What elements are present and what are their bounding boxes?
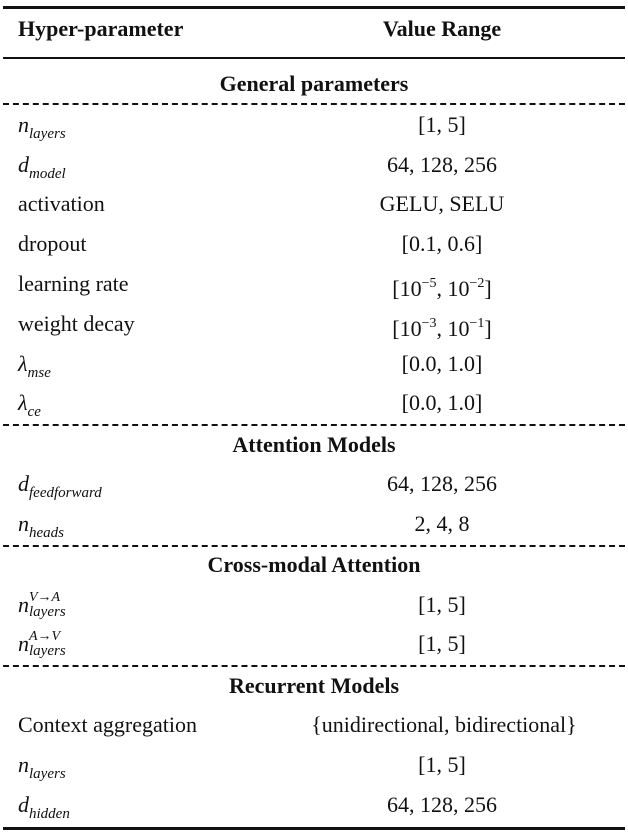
value-base: 10 (447, 316, 470, 341)
param-superscript: A→V (29, 628, 61, 644)
value-cell: [1, 5] (418, 592, 466, 617)
value-cell: GELU, SELU (379, 191, 505, 216)
header-row (0, 9, 628, 49)
param-cell (18, 745, 66, 785)
table-row (0, 785, 628, 825)
value-cell: [1, 5] (418, 112, 466, 137)
table-row (0, 105, 628, 145)
param-cell: activation (18, 191, 105, 216)
value-cell: {unidirectional, bidirectional} (311, 712, 577, 737)
param-cell (18, 785, 70, 825)
table-row (0, 624, 628, 664)
value-base: 10 (399, 276, 422, 301)
table-row (0, 145, 628, 185)
table-row (0, 745, 628, 785)
param-subscript: layers (29, 642, 66, 659)
param-symbol: n (18, 592, 29, 617)
param-subscript: layers (29, 603, 66, 620)
table-row (0, 304, 628, 344)
header-hyper-parameter: Hyper-parameter (18, 16, 184, 41)
section-title-general: General parameters (219, 71, 409, 96)
value-cell: [0.0, 1.0] (401, 351, 483, 376)
table-row (0, 464, 628, 504)
header-value-range: Value Range (382, 16, 502, 41)
header-rule (3, 57, 625, 59)
param-symbol: λ (18, 351, 28, 376)
param-cell (18, 105, 66, 145)
value-base: 10 (399, 316, 422, 341)
value-exponent: −5 (421, 276, 437, 291)
param-symbol: n (18, 511, 29, 536)
param-subscript: layers (29, 766, 66, 782)
table-row (0, 705, 628, 745)
section-title-cross-modal: Cross-modal Attention (207, 552, 421, 577)
value-exponent: −3 (421, 316, 437, 331)
value-cell: [$10^{-3}$, $10^{-1}$] (392, 316, 492, 341)
param-subscript: layers (29, 126, 66, 142)
table-row (0, 585, 628, 625)
param-symbol: d (18, 792, 29, 817)
value-cell: 64, 128, 256 (387, 792, 497, 817)
param-symbol: n (18, 112, 29, 137)
param-symbol: n (18, 752, 29, 777)
param-subscript: model (29, 166, 66, 182)
value-cell: [0.0, 1.0] (401, 390, 483, 415)
value-cell: 64, 128, 256 (387, 152, 497, 177)
param-symbol: λ (18, 390, 28, 415)
param-symbol: d (18, 152, 29, 177)
section-title-recurrent: Recurrent Models (228, 673, 400, 698)
section-title-attention: Attention Models (232, 432, 396, 457)
param-cell (18, 504, 64, 544)
param-subscript: feedforward (29, 485, 102, 501)
param-cell: learning rate (18, 271, 129, 296)
param-superscript: V→A (29, 589, 61, 605)
param-cell (18, 464, 102, 504)
param-cell (18, 145, 66, 185)
param-symbol: n (18, 631, 29, 656)
value-cell: [0.1, 0.6] (401, 231, 483, 256)
param-cell: Context aggregation (18, 712, 198, 737)
value-cell: [1, 5] (418, 631, 466, 656)
param-cell: weight decay (18, 311, 135, 336)
table-row (0, 504, 628, 544)
param-cell (18, 383, 41, 423)
table-row (0, 344, 628, 384)
param-cell (18, 585, 66, 625)
param-cell: dropout (18, 231, 87, 256)
value-base: 10 (447, 276, 470, 301)
value-cell: 64, 128, 256 (387, 471, 497, 496)
param-subscript: mse (27, 365, 51, 381)
value-cell: [$10^{-5}$, $10^{-2}$] (392, 276, 492, 301)
param-cell (18, 344, 51, 384)
table-row (0, 224, 628, 264)
param-subscript: ce (27, 404, 41, 420)
param-symbol: d (18, 471, 29, 496)
table-row (0, 383, 628, 423)
value-exponent: −2 (469, 276, 485, 291)
value-cell: [1, 5] (418, 752, 466, 777)
value-cell: 2, 4, 8 (414, 511, 470, 536)
value-exponent: −1 (469, 316, 485, 331)
param-subscript: hidden (29, 806, 70, 822)
param-subscript: heads (29, 525, 64, 541)
table-row (0, 184, 628, 224)
bottom-rule (3, 827, 625, 830)
param-cell (18, 624, 66, 664)
table-row (0, 264, 628, 304)
